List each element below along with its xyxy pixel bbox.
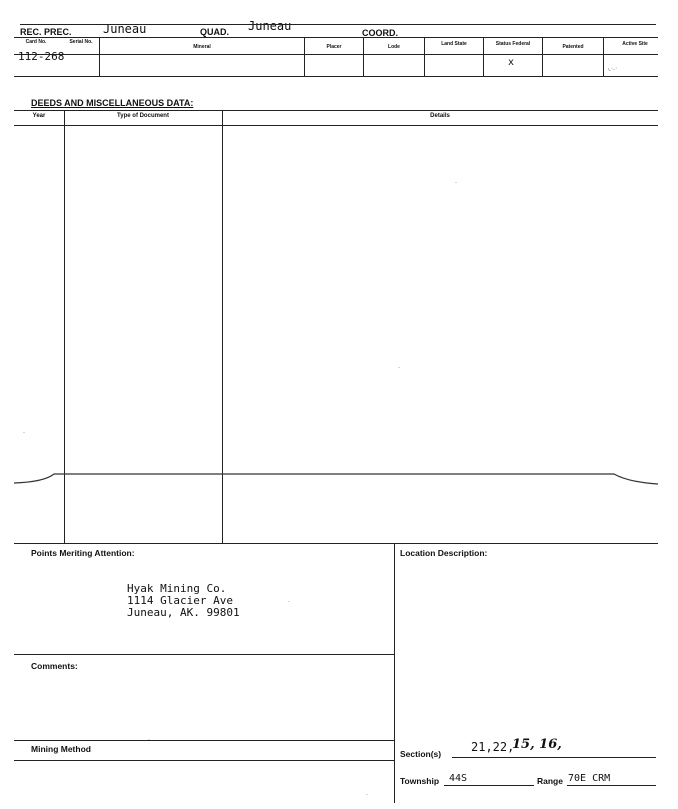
speck: · [288, 599, 290, 605]
col-placer: Placer [326, 44, 342, 50]
col-active-site: Active Site [622, 41, 648, 47]
fold-crease [0, 466, 678, 496]
header-rule [14, 37, 658, 38]
col-lode: Lode [388, 44, 400, 50]
quad-value: Juneau [248, 19, 292, 33]
column-header-rule [14, 54, 658, 55]
divider [424, 38, 425, 76]
township-underline [444, 785, 534, 786]
col-status-federal: Status Federal [495, 41, 531, 47]
speck: · [23, 430, 25, 436]
speck: · [148, 737, 150, 743]
mining-method-label: Mining Method [31, 744, 91, 754]
divider [304, 38, 305, 76]
deeds-top-rule [14, 110, 658, 111]
speck: · [398, 365, 400, 371]
col-serial-no: Serial No. [69, 39, 93, 45]
col-card-no: Card No. [25, 39, 47, 45]
range-value: 70E CRM [568, 773, 611, 784]
points-line-3: Juneau, AK. 99801 [127, 606, 240, 619]
deeds-bottom-rule [14, 543, 658, 544]
col-details: Details [430, 113, 450, 119]
card-serial-value: 112-268 [18, 50, 65, 63]
points-label: Points Meriting Attention: [31, 548, 135, 558]
deeds-header-rule [14, 125, 658, 126]
divider [542, 38, 543, 76]
deeds-title: DEEDS AND MISCELLANEOUS DATA: [31, 98, 194, 108]
stray-marks: ◟·.· [608, 65, 618, 72]
col-type-of-document: Type of Document [117, 113, 169, 119]
col-patented: Patented [562, 44, 584, 50]
divider [363, 38, 364, 76]
rec-prec-label: REC. PREC. [20, 27, 72, 37]
divider [483, 38, 484, 76]
coord-label: COORD. [362, 28, 398, 38]
points-line-1: Hyak Mining Co. [127, 582, 227, 595]
bottom-divider [394, 543, 395, 803]
points-bottom-rule [14, 654, 394, 655]
range-underline [567, 785, 656, 786]
divider [99, 38, 100, 76]
township-value: 44S [449, 773, 468, 784]
col-year: Year [32, 113, 46, 119]
section-label: Section(s) [400, 749, 442, 759]
section-underline [452, 757, 656, 758]
record-bottom-rule [14, 76, 658, 77]
section-typed-value: 21,22, [471, 740, 515, 754]
section-handwritten-value: 15, 16, [512, 737, 562, 752]
comments-label: Comments: [31, 661, 78, 671]
header-top-rule [20, 24, 656, 25]
comments-bottom-rule [14, 740, 394, 741]
location-label: Location Description: [400, 548, 488, 558]
divider [603, 38, 604, 76]
quad-label: QUAD. [200, 27, 229, 37]
range-label: Range [537, 776, 563, 786]
col-mineral: Mineral [193, 44, 211, 50]
status-federal-mark: x [508, 57, 515, 68]
township-label: Township [400, 776, 440, 786]
col-land-state: Land State [441, 41, 467, 47]
rec-prec-value: Juneau [103, 22, 147, 36]
speck: · [366, 792, 368, 798]
mining-method-rule [14, 760, 394, 761]
speck: · [455, 180, 457, 186]
points-line-2: 1114 Glacier Ave [127, 594, 233, 607]
